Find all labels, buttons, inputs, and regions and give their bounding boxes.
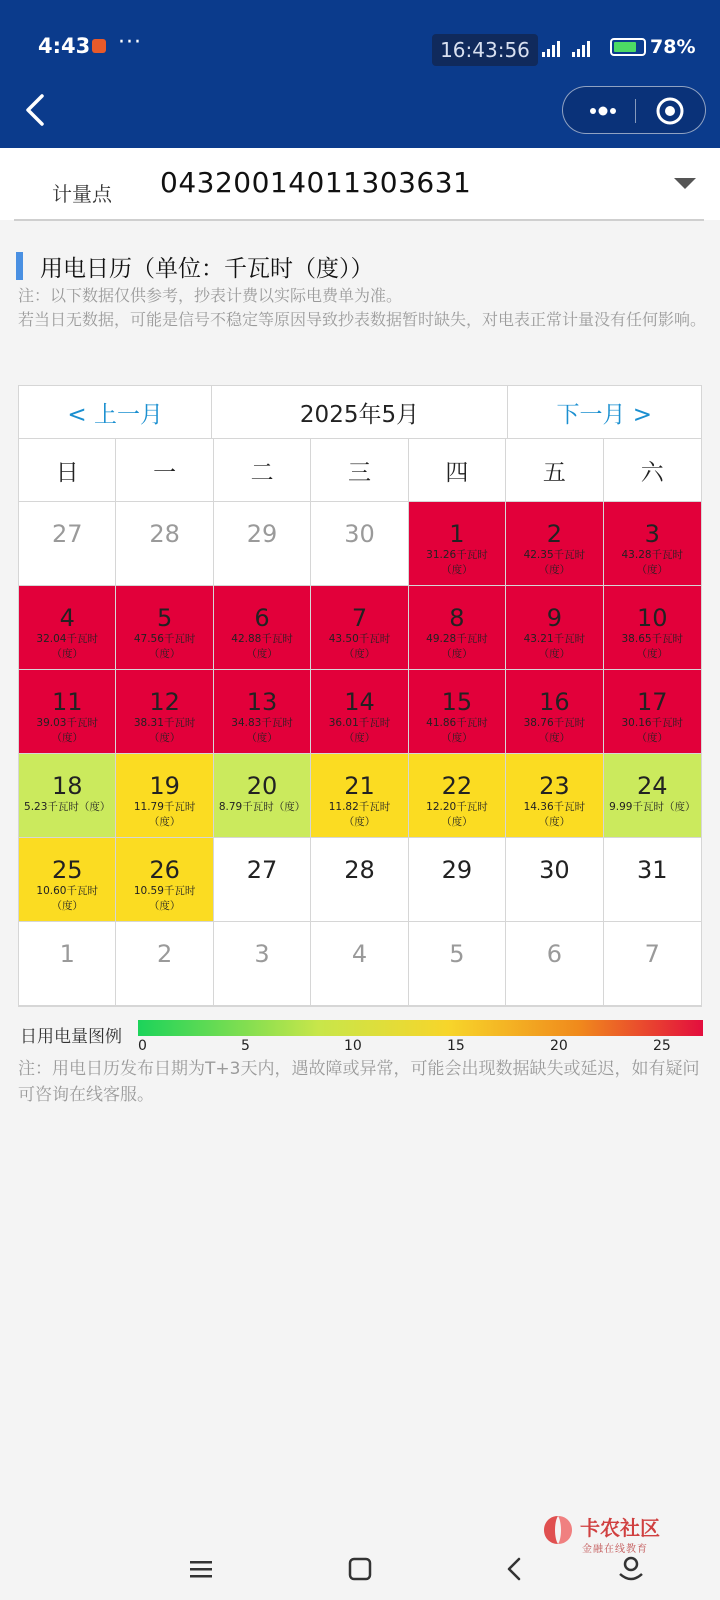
usage-calendar [18,385,702,1007]
calendar-day[interactable] [409,670,506,754]
day-number: 25 [51,856,83,884]
day-number: 19 [149,772,180,800]
bottom-note: 注：用电日历发布日期为T+3天内，遇故障或异常，可能会出现数据缺失或延迟，如有疑问可咨询在线客服。 [18,1059,700,1105]
meter-selector[interactable] [0,148,720,220]
day-number: 5 [156,604,173,632]
calendar-day[interactable] [506,838,603,922]
calendar-day[interactable] [19,586,116,670]
day-usage: 8.79千瓦时（度） [218,801,306,813]
day-number: 1 [59,940,75,968]
calendar-day[interactable] [604,922,701,1006]
calendar-day[interactable] [409,754,506,838]
legend-ticks [138,1038,703,1058]
calendar-day[interactable] [214,502,311,586]
weekday-header: 二 [214,439,311,502]
calendar-day[interactable] [506,754,603,838]
day-number: 6 [546,940,562,968]
legend-label: 日用电量图例 [20,1027,122,1047]
note-missing-data: 若当日无数据，可能是信号不稳定等原因导致抄表数据暂时缺失，对电表正常计量没有任何影响。 [18,310,707,329]
section-title: 用电日历（单位：千瓦时（度）） [40,256,374,282]
weekday-header: 三 [311,439,408,502]
day-number: 5 [449,940,465,968]
calendar-day[interactable] [604,754,701,838]
day-usage: 39.03千瓦时 （度） [36,717,98,744]
day-number: 2 [156,940,173,968]
weekday-header: 四 [409,439,506,502]
day-usage: 41.86千瓦时 （度） [426,717,488,744]
day-number: 7 [351,604,368,632]
day-number: 7 [644,940,660,968]
app-header [0,0,720,148]
day-number: 22 [441,772,473,800]
calendar-grid [19,439,701,1006]
day-usage: 5.23千瓦时（度） [24,801,111,813]
calendar-day[interactable] [116,838,213,922]
calendar-day[interactable] [19,922,116,1006]
system-nav-bar [0,1540,720,1600]
weekday-header: 五 [506,439,603,502]
day-usage: 43.28千瓦时 （度） [621,549,684,576]
day-number: 13 [246,688,278,716]
battery-icon [610,38,646,56]
day-usage: 43.50千瓦时 （度） [328,633,391,660]
calendar-day[interactable] [214,838,311,922]
calendar-day[interactable] [506,922,603,1006]
legend-tick: 5 [241,1038,250,1054]
month-title: 2025年5月 [212,386,507,438]
calendar-day[interactable] [214,754,311,838]
calendar-day[interactable] [19,502,116,586]
calendar-day[interactable] [409,922,506,1006]
day-usage: 36.01千瓦时 （度） [328,717,391,744]
day-number: 15 [441,688,473,716]
day-number: 27 [246,856,278,884]
capsule-divider [635,99,636,123]
day-number: 4 [351,940,368,968]
signal-icon [540,38,600,58]
day-usage: 11.79千瓦时 （度） [133,801,196,828]
day-number: 30 [344,520,375,548]
day-number: 23 [539,772,570,800]
day-number: 12 [149,688,180,716]
meter-label: 计量点 [52,182,112,206]
notification-app-icon [92,39,106,53]
day-number: 20 [246,772,278,800]
calendar-day[interactable] [409,586,506,670]
calendar-day[interactable] [116,502,213,586]
notes [18,284,708,332]
day-number: 29 [246,520,278,548]
day-number: 16 [539,688,570,716]
day-usage: 38.65千瓦时 （度） [621,633,684,660]
back-icon[interactable] [20,90,50,130]
day-usage: 12.20千瓦时 （度） [426,801,488,828]
legend-tick: 10 [344,1038,362,1054]
day-number: 4 [59,604,75,632]
chevron-down-icon[interactable] [674,178,696,189]
section-accent-bar [16,252,23,280]
day-number: 17 [637,688,668,716]
calendar-day[interactable] [311,502,408,586]
day-number: 30 [539,856,570,884]
day-number: 21 [344,772,375,800]
calendar-day[interactable] [116,670,213,754]
calendar-day[interactable] [116,754,213,838]
day-usage: 47.56千瓦时 （度） [133,633,196,660]
clock-overlay: 16:43:56 [432,34,538,66]
watermark-subtitle: 金融在线教育 [582,1544,648,1555]
day-number: 18 [51,772,83,800]
calendar-day[interactable] [604,586,701,670]
day-usage: 42.35千瓦时 （度） [523,549,586,576]
assistant-icon[interactable] [616,1554,646,1584]
day-usage: 38.31千瓦时 （度） [133,717,196,744]
calendar-day[interactable] [409,838,506,922]
meter-value: 04320014011303631 [160,166,472,199]
legend-tick: 15 [447,1038,465,1054]
day-usage: 49.28千瓦时 （度） [426,633,488,660]
day-usage: 14.36千瓦时 （度） [523,801,586,828]
battery-level: 78% [650,36,696,58]
day-number: 29 [441,856,473,884]
day-number: 31 [637,856,668,884]
legend-gradient-bar [138,1020,703,1036]
day-usage: 42.88千瓦时 （度） [231,633,293,660]
day-number: 28 [149,520,180,548]
calendar-day[interactable] [19,754,116,838]
day-number: 14 [344,688,375,716]
calendar-day[interactable] [409,502,506,586]
day-number: 28 [344,856,375,884]
day-usage: 31.26千瓦时 （度） [426,549,488,576]
legend-tick: 25 [653,1038,671,1054]
legend-tick: 20 [550,1038,568,1054]
day-number: 26 [149,856,180,884]
day-usage: 32.04千瓦时 （度） [36,633,98,660]
calendar-day[interactable] [116,586,213,670]
day-usage: 30.16千瓦时 （度） [621,717,684,744]
day-number: 8 [449,604,465,632]
calendar-day[interactable] [604,502,701,586]
day-number: 10 [637,604,668,632]
day-usage: 9.99千瓦时（度） [609,801,696,813]
weekday-header: 一 [116,439,213,502]
day-usage: 34.83千瓦时 （度） [231,717,293,744]
calendar-day[interactable] [311,670,408,754]
close-target-icon[interactable] [655,96,685,126]
day-number: 1 [449,520,465,548]
calendar-day[interactable] [604,670,701,754]
day-usage: 11.82千瓦时 （度） [328,801,391,828]
calendar-day[interactable] [311,586,408,670]
day-number: 27 [51,520,83,548]
next-month-button[interactable]: 下一月 > [556,401,653,428]
calendar-day[interactable] [116,922,213,1006]
weekday-header: 六 [604,439,701,502]
day-number: 3 [254,940,270,968]
day-number: 11 [51,688,83,716]
menu-icon[interactable] [186,1554,216,1584]
calendar-day[interactable] [311,838,408,922]
meter-divider [14,219,704,221]
more-notifications-icon: ··· [118,30,142,55]
day-usage: 10.59千瓦时 （度） [133,885,196,912]
status-time: 4:43 [38,34,91,58]
back-nav-icon[interactable] [500,1554,530,1584]
calendar-day[interactable] [506,670,603,754]
calendar-day[interactable] [311,754,408,838]
calendar-day[interactable] [214,586,311,670]
calendar-day[interactable] [506,502,603,586]
legend-tick: 0 [138,1038,147,1054]
calendar-day[interactable] [311,922,408,1006]
calendar-day[interactable] [19,670,116,754]
day-number: 2 [546,520,562,548]
watermark-title: 卡农社区 [580,1516,660,1540]
day-usage: 38.76千瓦时 （度） [523,717,586,744]
home-icon[interactable] [345,1554,375,1584]
more-icon[interactable] [581,99,625,123]
day-number: 24 [637,772,668,800]
day-number: 3 [644,520,660,548]
day-number: 9 [546,604,562,632]
calendar-day[interactable] [214,670,311,754]
prev-month-button[interactable]: < 上一月 [19,386,212,438]
weekday-header: 日 [19,439,116,502]
calendar-day[interactable] [19,838,116,922]
miniprogram-capsule [562,86,706,134]
calendar-nav [19,386,701,439]
day-usage: 43.21千瓦时 （度） [523,633,586,660]
day-number: 6 [254,604,270,632]
day-usage: 10.60千瓦时 （度） [36,885,98,912]
note-reference: 注：以下数据仅供参考，抄表计费以实际电费单为准。 [18,286,403,305]
calendar-day[interactable] [506,586,603,670]
calendar-day[interactable] [214,922,311,1006]
calendar-day[interactable] [604,838,701,922]
